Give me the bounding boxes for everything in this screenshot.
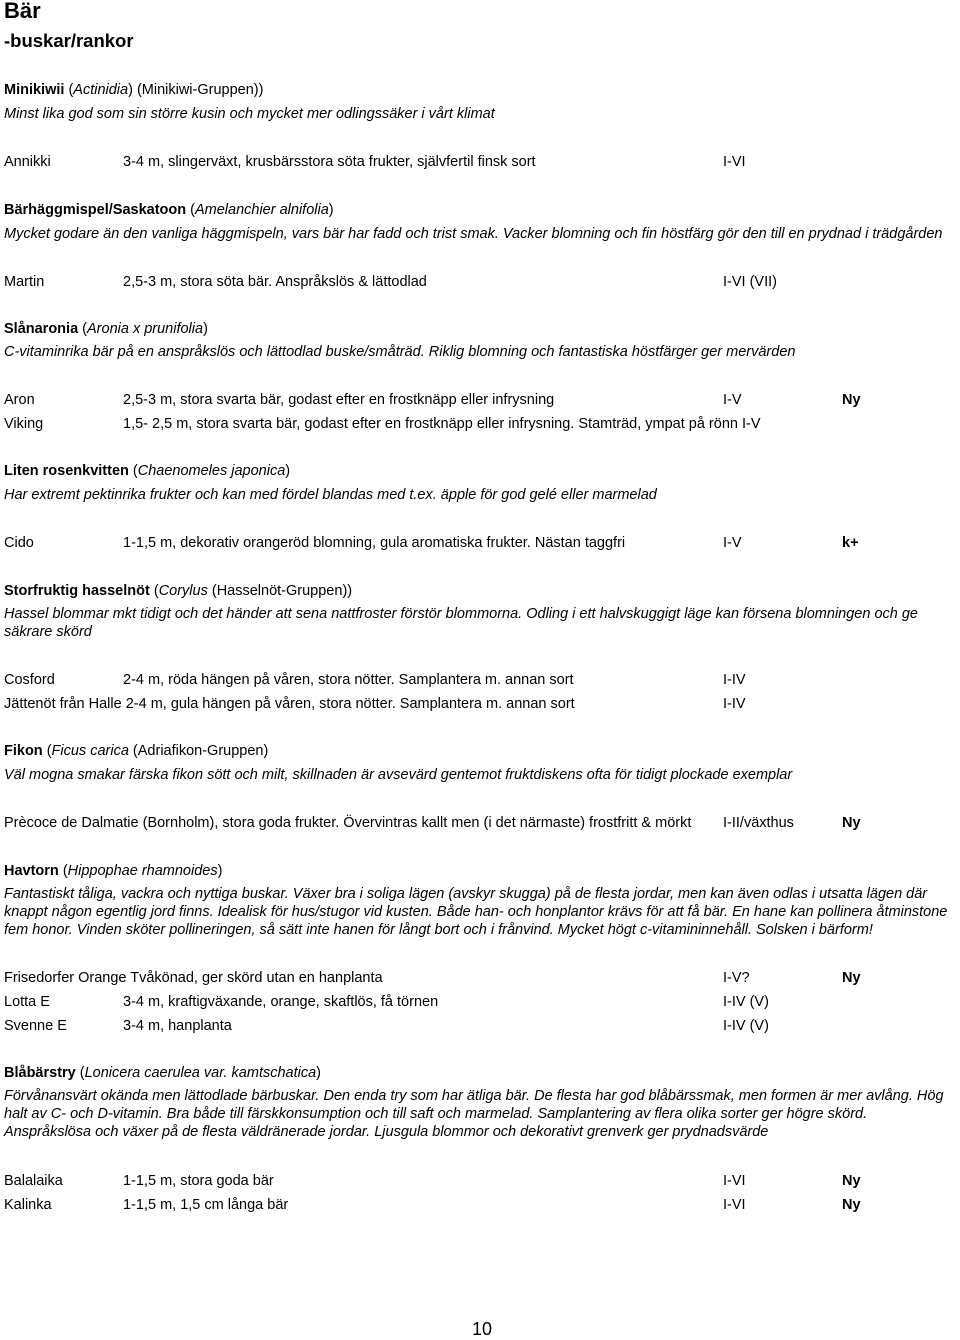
- section-description: Hassel blommar mkt tidigt och det händer att sena nattfroster förstör blommorna. Odling i ett halvskuggigt läge kan försena blomningen och ge säkrare skörd: [4, 606, 918, 640]
- latin-name: Ficus carica: [51, 743, 129, 759]
- variety-flag: Ny: [842, 1173, 861, 1189]
- variety-desc: 2-4 m, gula hängen på våren, stora nötter. Samplantera m. annan sort: [125, 696, 575, 712]
- variety-name: Svenne E: [4, 1018, 67, 1034]
- section-description: Har extremt pektinrika frukter och kan med fördel blandas med t.ex. äpple för god gelé eller marmelad: [4, 487, 657, 503]
- variety-zone: I-VI: [723, 1197, 746, 1213]
- group-name: (Adriafikon-Gruppen): [132, 743, 269, 759]
- latin-name: Chaenomeles japonica: [137, 463, 286, 479]
- group-name: ): [203, 321, 208, 337]
- latin-name: Aronia x prunifolia: [87, 321, 204, 337]
- section-title: Fikon (Ficus carica (Adriafikon-Gruppen): [4, 743, 269, 759]
- section-title: Havtorn (Hippophae rhamnoides): [4, 863, 223, 879]
- section-title: Storfruktig hasselnöt (Corylus (Hasselnöt-Gruppen)): [4, 583, 353, 599]
- variety-name: Cosford: [4, 672, 55, 688]
- variety-zone: I-VI: [723, 154, 746, 170]
- variety-name: Prècoce de Dalmatie (Bornholm), stora goda frukter. Övervintras kallt men (i det närmaste) frostfritt & mörkt: [4, 815, 692, 831]
- page-subheading: -buskar/rankor: [4, 30, 134, 51]
- group-name: ): [316, 1065, 322, 1081]
- section-description: Fantastiskt tåliga, vackra och nyttiga buskar. Växer bra i soliga lägen (avskyr skugga) på de flesta jordar, men kan även odlas i utsatta lägen där knappt någon egentlig jord finns. Idealisk för hus/stugor vid kusten. Både han- och honplantor krävs för att få bär. En hane kan pollinera åtminstone fem honor. Vinden sköter pollineringen, så sätt inte hanen för långt bort och i frånvind. Mycket högt c-vitamininnehåll. Solsken i bärform!: [4, 886, 948, 938]
- variety-name: Aron: [4, 392, 35, 408]
- page-number: 10: [472, 1319, 493, 1339]
- latin-name: Hippophae rhamnoides: [67, 863, 218, 879]
- page-heading: Bär: [4, 0, 41, 23]
- group-name: ): [285, 463, 291, 479]
- variety-desc: 3-4 m, kraftigväxande, orange, skaftlös, få törnen: [123, 994, 439, 1010]
- variety-zone: I-IV: [723, 672, 746, 688]
- latin-name: Lonicera caerulea var. kamtschatica: [84, 1065, 317, 1081]
- variety-desc: 2-4 m, röda hängen på våren, stora nötter. Samplantera m. annan sort: [123, 672, 574, 688]
- variety-flag: Ny: [842, 1197, 861, 1213]
- variety-desc: 1-1,5 m, dekorativ orangeröd blomning, gula aromatiska frukter. Nästan taggfri: [123, 535, 626, 551]
- variety-zone: I-VI (VII): [723, 274, 777, 290]
- latin-name: Corylus: [158, 583, 208, 599]
- section-description: Förvånansvärt okända men lättodlade bärbuskar. Den enda try som har ätliga bär. De flesta har god blåbärssmak, men formen är mer avlång. Hög halt av C- och D-vitamin. Bra både till färskkonsumption och till saft och marmelad. Samplantering av flera olika sorter ger högre skörd. Anspråkslösa och växer på de flesta väldränerade jordar. Ljusgula blommor och dekorativt grenverk ger prydnadsvärde: [4, 1088, 944, 1140]
- variety-zone: I-V: [723, 392, 742, 408]
- group-name: ): [217, 863, 223, 879]
- plant-name: Storfruktig hasselnöt: [4, 583, 150, 599]
- group-name: (Hasselnöt-Gruppen)): [211, 583, 353, 599]
- plant-name: Blåbärstry: [4, 1065, 76, 1081]
- variety-name: Cido: [4, 535, 34, 551]
- variety-name: Annikki: [4, 154, 51, 170]
- section-description: C-vitaminrika bär på en anspråkslös och lättodlad buske/småträd. Riklig blomning och fantastiska höstfärger ger mervärden: [4, 344, 796, 360]
- latin-name: Actinidia: [73, 82, 129, 98]
- section-description: Väl mogna smakar färska fikon sött och milt, skillnaden är avsevärd gentemot fruktdiskens ofta för tidigt plockade exemplar: [4, 767, 793, 783]
- latin-name: Amelanchier alnifolia: [194, 202, 329, 218]
- variety-zone: I-V?: [723, 970, 750, 986]
- variety-zone: I-IV (V): [723, 1018, 769, 1034]
- variety-name: Viking: [4, 416, 44, 432]
- section-title: Bärhäggmispel/Saskatoon (Amelanchier alnifolia): [4, 202, 334, 218]
- variety-name: Jättenöt från Halle 2-4 m, gula hängen på våren, stora nötter. Samplantera m. annan sort: [4, 696, 575, 712]
- variety-flag: Ny: [842, 392, 861, 408]
- variety-zone: I-IV (V): [723, 994, 769, 1010]
- variety-zone: I-V: [723, 535, 742, 551]
- plant-name: Havtorn: [4, 863, 59, 879]
- variety-name: Lotta E: [4, 994, 50, 1010]
- variety-zone: I-IV: [723, 696, 746, 712]
- variety-desc: 2,5-3 m, stora söta bär. Anspråkslös & lättodlad: [123, 274, 427, 290]
- plant-name: Liten rosenkvitten: [4, 463, 129, 479]
- variety-name: Frisedorfer Orange Tvåkönad, ger skörd utan en hanplanta: [4, 970, 383, 986]
- variety-zone: I-VI: [723, 1173, 746, 1189]
- variety-name: Martin: [4, 274, 45, 290]
- variety-flag: Ny: [842, 970, 861, 986]
- variety-desc: 1-1,5 m, stora goda bär: [123, 1173, 274, 1189]
- variety-name: Kalinka: [4, 1197, 52, 1213]
- plant-name: Fikon: [4, 743, 43, 759]
- variety-flag: k+: [842, 535, 859, 551]
- plant-name: Bärhäggmispel/Saskatoon: [4, 202, 187, 218]
- section-title: Liten rosenkvitten (Chaenomeles japonica): [4, 463, 291, 479]
- section-description: Minst lika god som sin större kusin och mycket mer odlingssäker i vårt klimat: [4, 106, 495, 122]
- section-description: Mycket godare än den vanliga häggmispeln, vars bär har fadd och trist smak. Vacker blomning och fin höstfärg gör den till en prydnad i trädgården: [4, 226, 943, 242]
- variety-desc: 1-1,5 m, 1,5 cm långa bär: [123, 1197, 289, 1213]
- variety-desc: 2,5-3 m, stora svarta bär, godast efter en frostknäpp eller infrysning: [123, 392, 555, 408]
- plant-name: Minikiwii: [4, 82, 65, 98]
- section-title: Minikiwii (Actinidia) (Minikiwi-Gruppen)): [4, 82, 264, 98]
- group-name: (Minikiwi-Gruppen)): [136, 82, 264, 98]
- variety-name: Balalaika: [4, 1173, 63, 1189]
- group-name: ): [328, 202, 334, 218]
- variety-desc: 1,5- 2,5 m, stora svarta bär, godast efter en frostknäpp eller infrysning. Stamträd, ympat på rönn I-V: [123, 416, 761, 432]
- section-title: Blåbärstry (Lonicera caerulea var. kamtschatica): [4, 1065, 322, 1081]
- plant-name: Slånaronia: [4, 321, 79, 337]
- variety-flag: Ny: [842, 815, 861, 831]
- section-title: Slånaronia (Aronia x prunifolia): [4, 321, 208, 337]
- variety-desc: 3-4 m, hanplanta: [123, 1018, 232, 1034]
- variety-desc: 3-4 m, slingerväxt, krusbärsstora söta frukter, självfertil finsk sort: [123, 154, 536, 170]
- variety-zone: I-II/växthus: [723, 815, 794, 831]
